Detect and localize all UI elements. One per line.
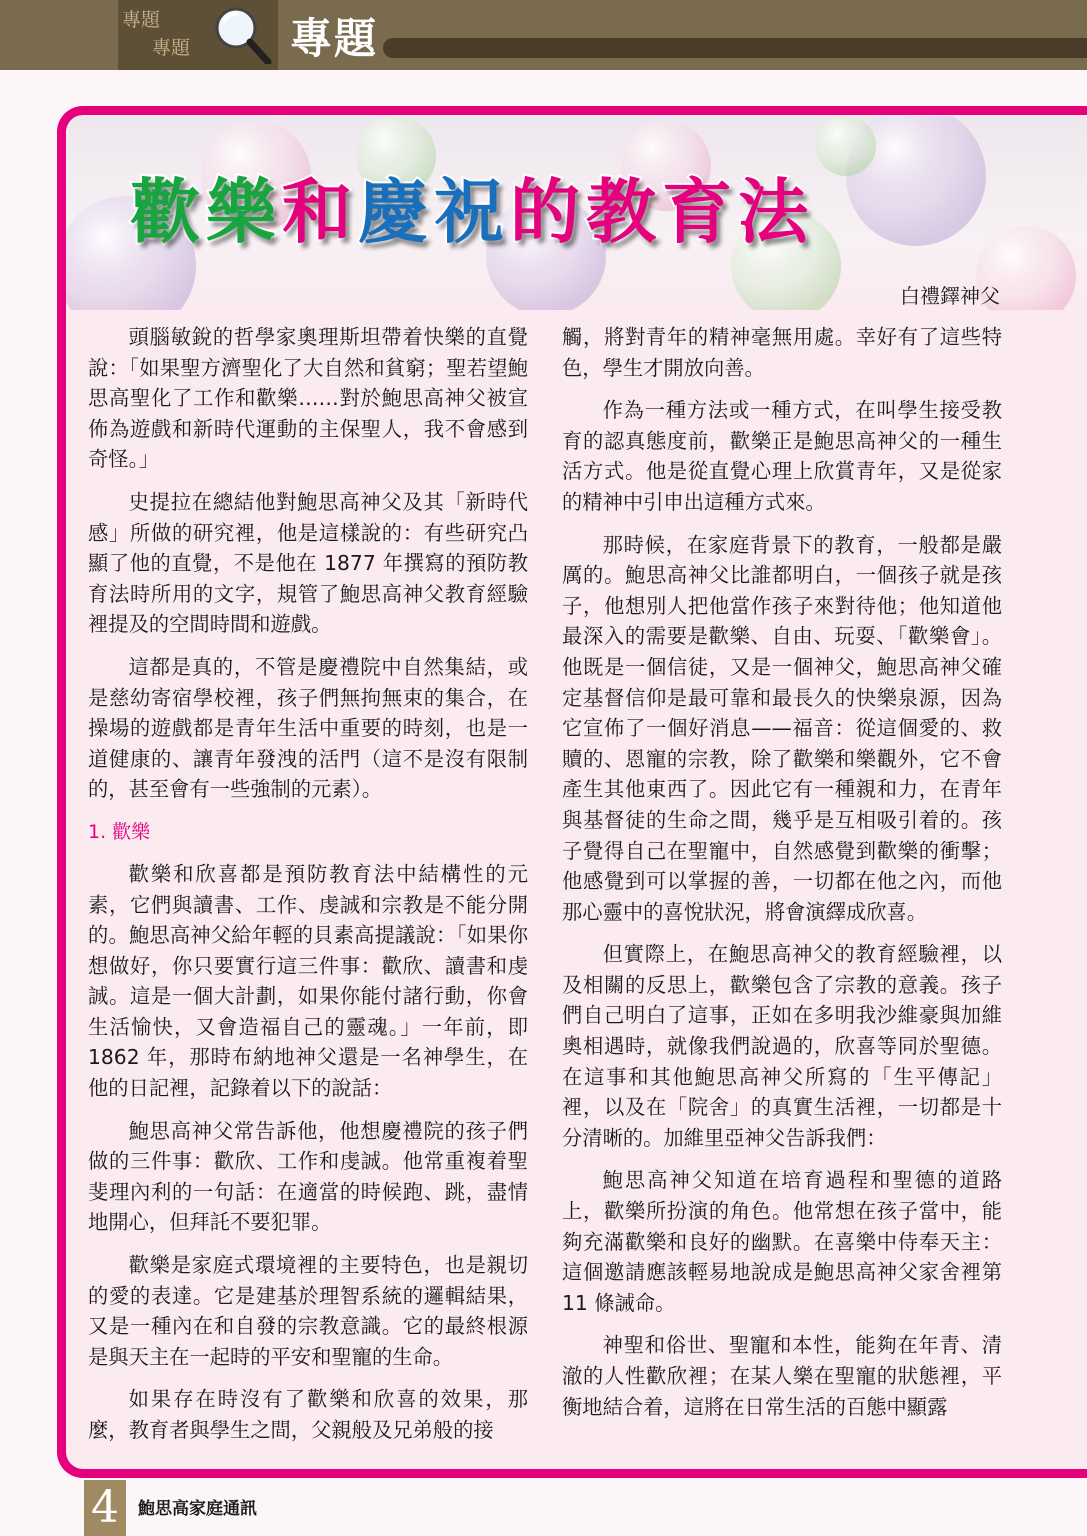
- title-char-5: 祝: [434, 171, 510, 253]
- title-char-2: 樂: [206, 171, 282, 253]
- paragraph: 歡樂是家庭式環境裡的主要特色，也是親切的愛的表達。它是建基於理智系統的邏輯結果，又是一種內在和自發的宗教意識。它的最終根源是與天主在一起時的平安和聖寵的生命。: [88, 1253, 528, 1369]
- paragraph: 神聖和俗世、聖寵和本性，能夠在年青、清澈的人性歡欣裡；在某人樂在聖寵的狀態裡，平衡地結合着，這將在日常生活的百態中顯露: [562, 1333, 1002, 1419]
- ghost-text-top: 專題: [122, 9, 161, 31]
- left-column: [88, 322, 528, 1458]
- header-bar: [383, 38, 1087, 58]
- section-heading: 1. 歡樂: [88, 820, 151, 843]
- page-header: [0, 0, 1087, 70]
- title-char-1: 歡: [130, 171, 206, 253]
- paragraph: 歡樂和欣喜都是預防教育法中結構性的元素，它們與讀書、工作、虔誠和宗教是不能分開的。鮑思高神父給年輕的貝素高提議說：「如果你想做好，你只要實行這三件事：歡欣、讀書和虔誠。這是一個大計劃，如果你能付諸行動，你會生活愉快，又會造福自己的靈魂。」一年前，即 1862 年，那時布納地神父還是一名神學生，在他的日記裡，記錄着以下的說話：: [88, 861, 528, 1101]
- paragraph: 史提拉在總結他對鮑思高神父及其「新時代感」所做的研究裡，他是這樣說的：有些研究凸顯了他的直覺，不是他在 1877 年撰寫的預防教育法時所用的文字，規管了鮑思高神父教育經驗裡提及的空間時間和遊戲。: [88, 489, 528, 637]
- paragraph: 鮑思高神父常告訴他，他想慶禮院的孩子們做的三件事：歡欣、工作和虔誠。他常重複着聖斐理內利的一句話：在適當的時候跑、跳，盡情地開心，但拜託不要犯罪。: [88, 1118, 528, 1235]
- publication-name: 鮑思高家庭通訊: [138, 1499, 257, 1519]
- page-number: 4: [84, 1480, 126, 1536]
- paragraph: 但實際上，在鮑思高神父的教育經驗裡，以及相關的反思上，歡樂包含了宗教的意義。孩子們自己明白了這事，正如在多明我沙維豪與加維奧相遇時，就像我們說過的，欣喜等同於聖德。 在這事和其他鮑思高神父所寫的「生平傳記」裡，以及在「院舍」的真實生活裡，一切都是十分清晰的。加維里亞神父告訴我們：: [562, 942, 1002, 1150]
- paragraph: 鮑思高神父知道在培育過程和聖德的道路上，歡樂所扮演的角色。他常想在孩子當中，能夠充滿歡樂和良好的幽默。在喜樂中侍奉天主：這個邀請應該輕易地說成是鮑思高神父家舍裡第 11 條誡命。: [562, 1168, 1002, 1315]
- paragraph: 如果存在時沒有了歡樂和欣喜的效果，那麼，教育者與學生之間，父親般及兄弟般的接: [88, 1387, 528, 1442]
- paragraph: 觸，將對青年的精神毫無用處。幸好有了這些特色，學生才開放向善。: [562, 325, 1002, 380]
- paragraph: 頭腦敏銳的哲學家奧理斯坦帶着快樂的直覺說：「如果聖方濟聖化了大自然和貧窮；聖若望鮑思高聖化了工作和歡樂……對於鮑思高神父被宣佈為遊戲和新時代運動的主保聖人，我不會感到奇怪。」: [88, 325, 528, 472]
- title-char-3: 和: [282, 171, 358, 253]
- right-column: [562, 322, 1002, 1434]
- ghost-text-bottom: 專題: [152, 37, 191, 59]
- title-char-4: 慶: [358, 171, 434, 253]
- paragraph: 那時候，在家庭背景下的教育，一般都是嚴厲的。鮑思高神父比誰都明白，一個孩子就是孩子，他想別人把他當作孩子來對待他；他知道他最深入的需要是歡樂、自由、玩耍、「歡樂會」。他既是一個信徒，又是一個神父，鮑思高神父確定基督信仰是最可靠和最長久的快樂泉源，因為它宣佈了一個好消息——福音：從這個愛的、救贖的、恩寵的宗教，除了歡樂和樂觀外，它不會產生其他東西了。因此它有一種親和力，在青年與基督徒的生命之間，幾乎是互相吸引着的。孩子覺得自己在聖寵中，自然感覺到歡樂的衝擊；他感覺到可以掌握的善，一切都在他之內，而他那心靈中的喜悅狀況，將會演繹成欣喜。: [562, 532, 1002, 924]
- paragraph: 這都是真的，不管是慶禮院中自然集結，或是慈幼寄宿學校裡，孩子們無拘無束的集合，在操場的遊戲都是青年生活中重要的時刻，也是一道健康的、讓青年發洩的活門（這不是沒有限制的，甚至會有一些強制的元素）。: [88, 654, 528, 802]
- section-title: 專題: [290, 14, 379, 63]
- paragraph: 作為一種方法或一種方式，在叫學生接受教育的認真態度前，歡樂正是鮑思高神父的一種生活方式。他是從直覺心理上欣賞青年，又是從家的精神中引申出這種方式來。: [562, 398, 1002, 514]
- author-byline: 白禮鐸神父: [900, 284, 1000, 308]
- article-title: [130, 170, 814, 254]
- magnifier-icon: [212, 4, 272, 64]
- title-rest: 的教育法: [510, 171, 814, 253]
